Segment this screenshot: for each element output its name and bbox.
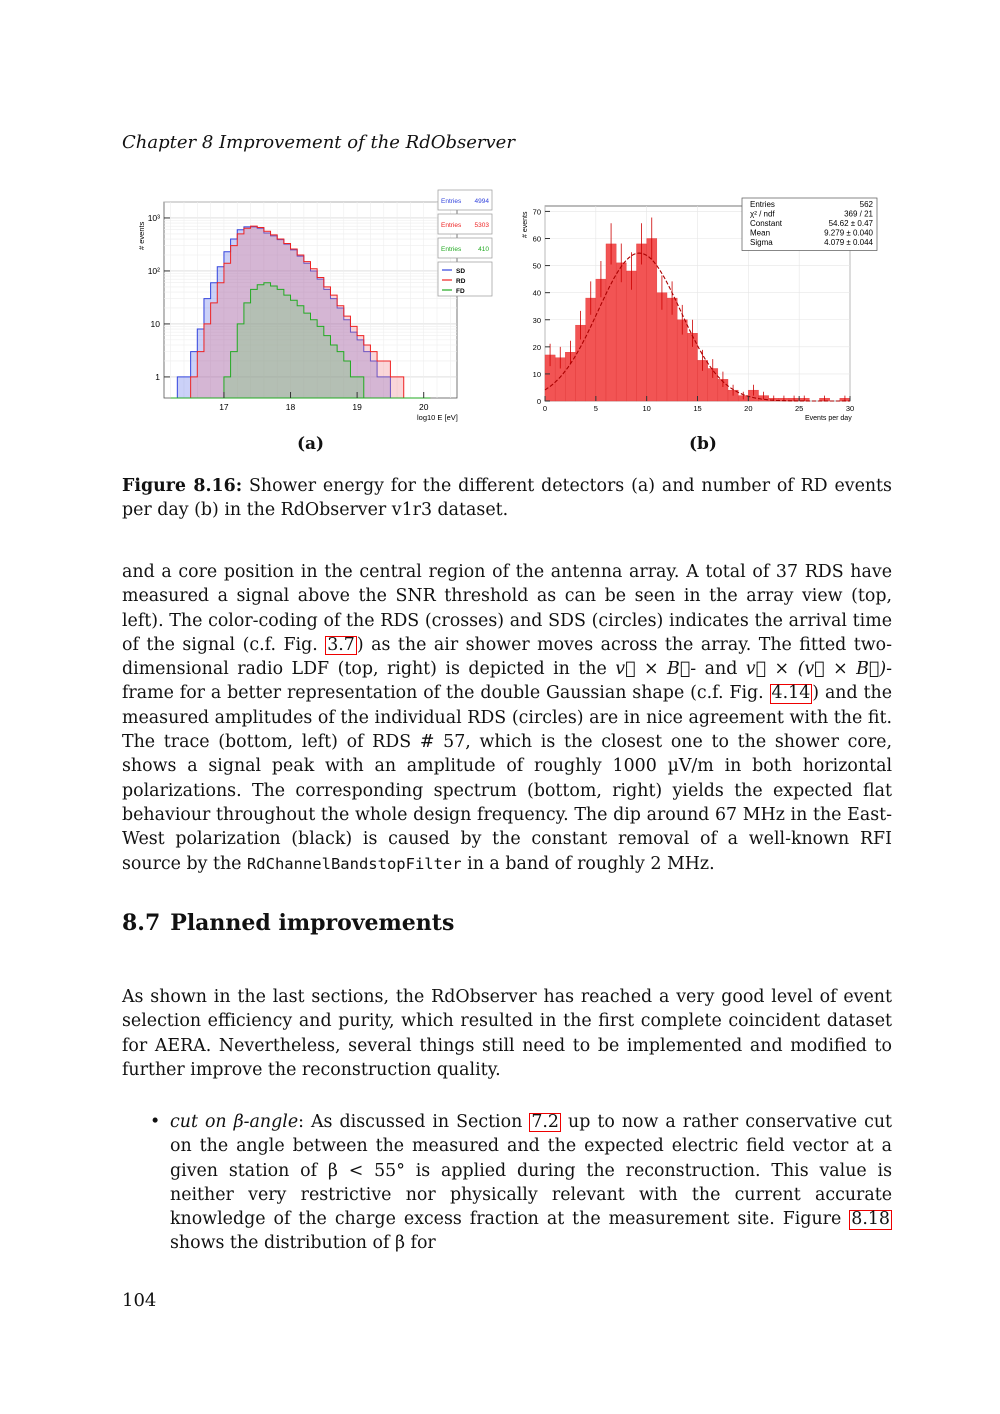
x-tick-label: 25 [794, 404, 804, 413]
subfig-b-label: (b) [689, 434, 717, 454]
paragraph-2: As shown in the last sections, the RdObserver has reached a very good level of event selection efficiency and purity, which resulted in the first complete coincident dataset for AERA. Nevertheless, several things still need to be implemented and modified to further improve the reconstruction quality. [122, 987, 892, 1080]
para1-text-3: - and [690, 659, 746, 680]
bullet-text-1: : As discussed in Section [298, 1112, 530, 1132]
fig-ref-3-7[interactable]: 3.7 [327, 634, 355, 655]
math-v-cross-b: v⃗ × B⃗ [615, 659, 691, 680]
panel-b [517, 186, 892, 426]
bar [626, 271, 636, 401]
bar [606, 244, 616, 401]
x-tick-label: 30 [845, 404, 855, 413]
paragraph-1 [122, 560, 892, 876]
math-v-cross-v-cross-b: v⃗ × (v⃗ × B⃗) [745, 659, 887, 680]
y-tick-label: 30 [532, 315, 541, 325]
fig-ref-8-18[interactable]: 8.18 [851, 1209, 890, 1230]
section-title: Planned improvements [170, 910, 455, 936]
code-bandstop-filter: RdChannelBandstopFilter [246, 854, 462, 873]
bullet-title: cut on β-angle [170, 1112, 299, 1132]
y-axis-label: # events [137, 221, 146, 250]
para1-text-5: ) and the measured amplitudes of the individual RDS (circles) are in nice agreement with the fit. The trace (bottom, left) of RDS # 57, which is the closest one to the shower core, shows a signal peak with an amplitude of roughly 1000 µV/m in both horizontal polarizations. The corresponding spectrum (bottom, right) yields the expected flat behaviour throughout the whole design frequency. The dip around 67 MHz in the East-West polarization (black) is caused by the constant removal of a well-known RFI source by the [122, 683, 892, 874]
fit-stat-label: Constant [750, 219, 783, 228]
stat-box-label: Entries [441, 246, 462, 253]
y-tick-label: 50 [532, 261, 541, 271]
y-tick-label: 10 [150, 318, 160, 329]
y-tick-label: 60 [532, 234, 541, 244]
x-tick-label: 18 [285, 402, 296, 412]
y-axis-label: # events [522, 211, 529, 238]
section-ref-7-2[interactable]: 7.2 [531, 1112, 559, 1132]
running-head: Chapter 8 Improvement of the RdObserver [122, 132, 515, 153]
para1-text-4: -frame for a better representation of the double Gaussian shape (c.f. Fig. [122, 659, 893, 704]
panel-a [122, 186, 497, 426]
fit-stat-label: Mean [750, 228, 771, 238]
x-tick-label: 10 [642, 404, 651, 413]
stat-box-value: 5303 [474, 222, 489, 229]
y-tick-label: 10 [532, 369, 541, 379]
fit-stat-value: 9.279 ± 0.040 [824, 228, 873, 238]
x-tick-label: 15 [693, 404, 702, 413]
stat-box-value: 4994 [474, 198, 489, 205]
x-tick-label: 5 [593, 404, 598, 413]
y-tick-label: 20 [532, 342, 541, 352]
legend-label-fd: FD [456, 288, 465, 295]
x-tick-label: 0 [542, 404, 548, 413]
fit-stat-label: Sigma [750, 238, 773, 247]
caption-label: Figure 8.16: [122, 476, 243, 496]
y-tick-label: 0 [536, 397, 541, 406]
histogram-energy [122, 186, 497, 426]
bullet-marker: • [150, 1112, 161, 1132]
bar [637, 244, 647, 401]
stat-box-value: 410 [478, 246, 489, 253]
fit-stat-value: 4.079 ± 0.044 [824, 238, 873, 247]
para1-text-2: ) as the air shower moves across the array. The fitted two-dimensional radio LDF (top, right) is depicted in the [122, 634, 892, 680]
x-tick-label: 17 [219, 402, 229, 412]
bar [616, 263, 626, 401]
bullet-item-beta-angle [122, 1110, 892, 1256]
fit-stat-value: 54.62 ± 0.47 [828, 219, 873, 228]
y-tick-label: 1 [155, 371, 160, 382]
caption-text: Shower energy for the different detectors (a) and number of RD events per day (b) in the RdObserver v1r3 dataset. [122, 476, 892, 520]
histogram-events-per-day [517, 186, 892, 426]
x-tick-label: 20 [418, 402, 429, 412]
y-tick-label: 10³ [147, 212, 160, 223]
fit-stat-value: 562 [859, 200, 873, 209]
stat-box-label: Entries [441, 222, 462, 229]
figure-8-16 [122, 186, 892, 456]
x-axis-label: Events per day [805, 415, 852, 422]
y-tick-label: 40 [532, 288, 541, 298]
section-heading [122, 910, 454, 936]
subfig-a-label: (a) [297, 434, 325, 454]
stat-box-label: Entries [441, 198, 462, 205]
para1-text-6: in a band of roughly 2 MHz. [461, 853, 715, 874]
fit-stat-label: Entries [750, 200, 775, 209]
figure-caption [122, 474, 892, 522]
legend-label-sd: SD [456, 268, 466, 275]
bullet-text-2: up to now a rather conservative cut on the angle between the measured and the expected electric field vector at a given station of β < 55° is applied during the reconstruction. This value is neither very restrictive nor physically relevant with the current accurate knowledge of the charge excess fraction at the measurement site. Figure [170, 1112, 893, 1230]
page-number: 104 [122, 1290, 157, 1311]
x-tick-label: 19 [352, 402, 362, 412]
fit-stat-value: 369 / 21 [844, 209, 873, 219]
section-number: 8.7 [122, 910, 161, 936]
bullet-text-3: shows the distribution of β for [170, 1233, 436, 1254]
fig-ref-4-14[interactable]: 4.14 [771, 683, 811, 704]
fit-stat-label: χ² / ndf [750, 209, 775, 219]
x-axis-label: log10 E [eV] [417, 413, 458, 422]
x-tick-label: 20 [744, 404, 753, 413]
y-tick-label: 10² [147, 265, 160, 276]
y-tick-label: 70 [532, 207, 541, 217]
para1-text-1: and a core position in the central region of the antenna array. A total of 37 RDS have measured a signal above the SNR threshold as can be seen in the array view (top, left). The color-coding of the RDS (crosses) and SDS (circles) indicates the arrival time of the signal (c.f. Fig. [122, 562, 892, 655]
legend-label-rd: RD [456, 278, 466, 285]
